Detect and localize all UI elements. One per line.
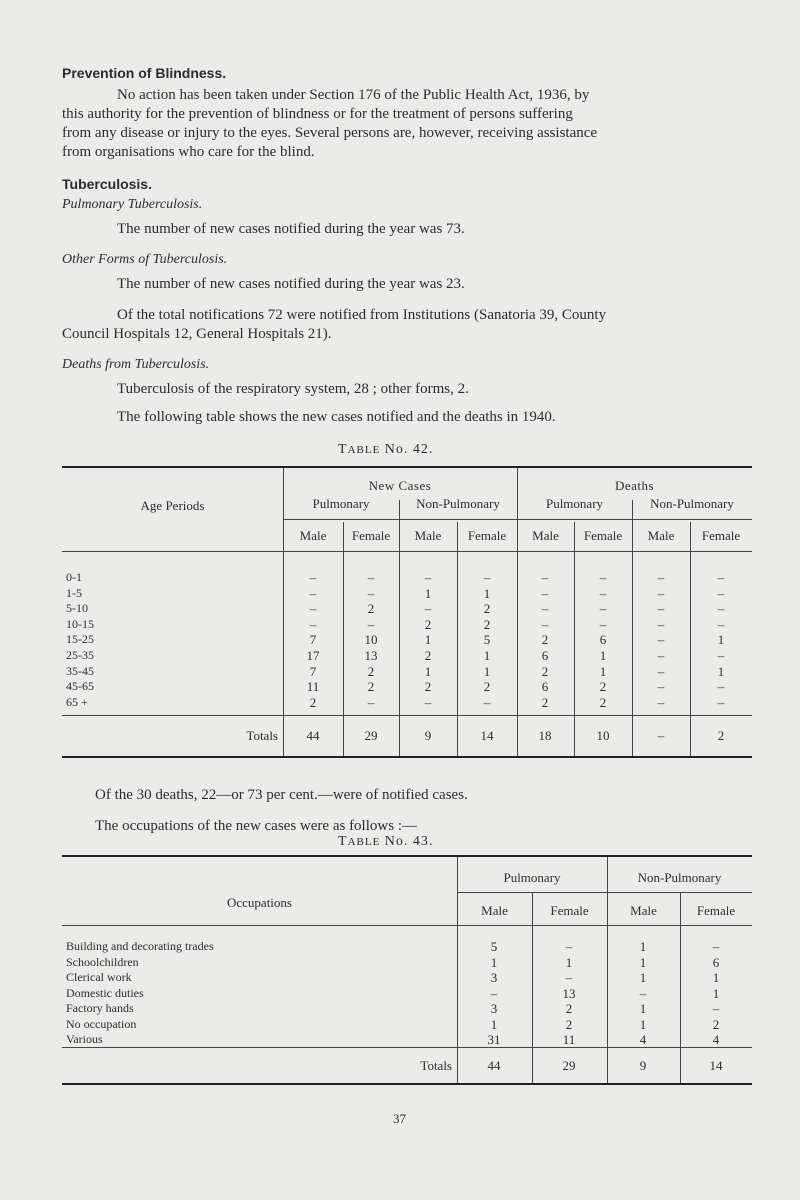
table-cell: 2	[483, 616, 491, 632]
table-cell: 1	[639, 970, 647, 985]
occupation-label: Domestic duties	[66, 985, 144, 1000]
occupation-label: Factory hands	[66, 1001, 134, 1015]
table-cell: –	[657, 601, 665, 617]
table-cell: 1	[424, 632, 432, 648]
table-cell: –	[565, 970, 573, 985]
table-cell: 1	[639, 1001, 647, 1016]
table-cell: –	[490, 985, 498, 1001]
table-cell: –	[367, 585, 375, 601]
deaths-pulmonary-header: Pulmonary	[545, 496, 604, 511]
table-cell: –	[717, 694, 725, 710]
table-cell: 2	[367, 601, 375, 617]
table-cell: 1	[483, 648, 491, 663]
table-cell: 1	[639, 939, 647, 954]
table-cell: –	[309, 616, 317, 632]
totals-label: Totals	[246, 728, 278, 743]
table-cell: 2	[424, 679, 432, 695]
table-cell: 2	[599, 679, 607, 695]
occupation-label: No occupation	[66, 1016, 137, 1031]
table-cell: 2	[367, 679, 375, 695]
total-cell: 10	[596, 728, 610, 743]
table-cell: –	[717, 601, 725, 617]
table-cell: –	[424, 570, 432, 585]
table-cell: 11	[306, 679, 320, 695]
total-cell: 29	[562, 1058, 576, 1073]
total-cell: 29	[364, 728, 378, 743]
table-cell: 7	[309, 632, 317, 648]
table-cell: –	[367, 694, 375, 710]
table-cell: 2	[541, 694, 549, 710]
table-cell: 3	[490, 1001, 498, 1016]
table-cell: 1	[490, 1016, 498, 1032]
table-cell: 31	[487, 1032, 501, 1047]
table-cell: 2	[367, 663, 375, 679]
new-cases-header: New Cases	[368, 478, 432, 493]
table-cell: 1	[565, 954, 573, 970]
subheading-other-forms: Other Forms of Tuberculosis.	[62, 252, 228, 267]
age-period-label: 65 +	[66, 694, 88, 709]
table-cell: 2	[424, 648, 432, 663]
table-cell: 1	[717, 663, 725, 679]
table-cell: –	[367, 616, 375, 632]
female-header: Female	[467, 528, 507, 543]
table-cell: 11	[562, 1032, 576, 1047]
table-cell: 13	[364, 648, 378, 663]
table-cell: 6	[599, 632, 607, 648]
table-cell: –	[309, 585, 317, 601]
table-cell: –	[565, 939, 573, 954]
table-cell: 1	[599, 648, 607, 663]
table-42	[62, 466, 752, 758]
total-cell: 14	[709, 1058, 723, 1073]
table-cell: –	[541, 585, 549, 601]
table-cell: 4	[712, 1032, 720, 1047]
table-cell: –	[599, 570, 607, 585]
table-cell: –	[717, 585, 725, 601]
deaths-non-pulmonary-header: Non-Pulmonary	[650, 496, 734, 511]
table-cell: –	[639, 985, 647, 1001]
table-cell: 2	[565, 1001, 573, 1016]
table-cell: 6	[712, 954, 720, 970]
table-cell: 4	[639, 1032, 647, 1047]
occupation-label: Clerical work	[66, 970, 132, 984]
totals-label: Totals	[420, 1058, 452, 1073]
total-cell: –	[657, 728, 665, 743]
table-cell: –	[657, 648, 665, 663]
table-cell: 1	[483, 585, 491, 601]
occupation-label: Building and decorating trades	[66, 939, 214, 953]
age-period-label: 15-25	[66, 632, 94, 647]
paragraph-line: from organisations who care for the blind.	[62, 144, 315, 160]
paragraph-line: No action has been taken under Section 176 of the Public Health Act, 1936, by	[117, 87, 590, 103]
deaths-note: Of the 30 deaths, 22—or 73 per cent.—were of notified cases.	[95, 787, 468, 803]
age-periods-header: Age Periods	[140, 498, 205, 513]
total-cell: 9	[639, 1058, 647, 1073]
notifications-line: Of the total notifications 72 were notified from Institutions (Sanatoria 39, County	[117, 307, 607, 323]
table-42-caption: TABLE No. 42.	[338, 442, 434, 457]
table-cell: –	[657, 679, 665, 695]
table-cell: –	[657, 616, 665, 632]
male-header: Male	[481, 903, 508, 918]
table-intro-text: The following table shows the new cases notified and the deaths in 1940.	[117, 409, 556, 425]
table-cell: –	[657, 585, 665, 601]
occupation-label: Various	[66, 1032, 103, 1046]
male-header: Male	[647, 528, 675, 543]
table-cell: 5	[490, 939, 498, 954]
age-period-label: 10-15	[66, 616, 94, 631]
table-43-caption: TABLE No. 43.	[338, 834, 434, 849]
new-pulmonary-header: Pulmonary	[312, 496, 370, 511]
other-forms-text: The number of new cases notified during the year was 23.	[117, 276, 465, 292]
table-cell: 2	[541, 632, 549, 648]
table-cell: –	[424, 694, 432, 710]
table-cell: 6	[541, 679, 549, 695]
male-header: Male	[414, 528, 442, 543]
new-non-pulmonary-header: Non-Pulmonary	[416, 496, 500, 511]
table-cell: –	[657, 632, 665, 648]
table-cell: 2	[712, 1016, 720, 1032]
table-cell: –	[541, 570, 549, 585]
table-cell: 7	[309, 663, 317, 679]
male-header: Male	[299, 528, 327, 543]
total-cell: 44	[487, 1058, 501, 1073]
heading-tuberculosis: Tuberculosis.	[62, 176, 152, 192]
table-cell: –	[717, 648, 725, 663]
table-cell: 2	[599, 694, 607, 710]
table-cell: –	[712, 939, 720, 954]
table-cell: 1	[599, 663, 607, 679]
deaths-text: Tuberculosis of the respiratory system, 28 ; other forms, 2.	[117, 381, 469, 397]
occupation-label: Schoolchildren	[66, 954, 139, 969]
female-header: Female	[351, 528, 391, 543]
table-cell: –	[717, 616, 725, 632]
table-cell: 1	[712, 985, 720, 1001]
table-cell: 6	[541, 648, 549, 663]
table-43	[62, 855, 752, 1085]
male-header: Male	[630, 903, 657, 918]
table-cell: –	[657, 663, 665, 679]
table-cell: –	[717, 570, 725, 585]
table-cell: 2	[541, 663, 549, 679]
table-cell: 3	[490, 970, 498, 985]
subheading-pulmonary: Pulmonary Tuberculosis.	[62, 197, 203, 212]
total-cell: 18	[538, 728, 552, 743]
female-header: Female	[696, 903, 736, 918]
subheading-deaths: Deaths from Tuberculosis.	[62, 357, 210, 372]
table-cell: –	[483, 694, 491, 710]
table-cell: 1	[490, 954, 498, 970]
notifications-line: Council Hospitals 12, General Hospitals 21).	[62, 326, 332, 342]
age-period-label: 5-10	[66, 601, 88, 616]
table-cell: 10	[364, 632, 378, 648]
non-pulmonary-header: Non-Pulmonary	[637, 870, 722, 885]
age-period-label: 1-5	[66, 585, 82, 600]
table-cell: 1	[424, 663, 432, 679]
table-cell: –	[657, 570, 665, 585]
table-cell: 5	[483, 632, 491, 648]
paragraph-line: this authority for the prevention of blindness or for the treatment of persons suffering	[62, 106, 573, 122]
table-cell: 1	[639, 954, 647, 970]
table-cell: –	[483, 570, 491, 585]
table-cell: –	[599, 585, 607, 601]
table-cell: 2	[424, 616, 432, 632]
page-number: 37	[393, 1111, 406, 1126]
paragraph-line: from any disease or injury to the eyes. Several persons are, however, receiving assistance	[62, 125, 598, 141]
table-cell: –	[309, 601, 317, 617]
age-period-label: 25-35	[66, 648, 94, 662]
table-cell: 2	[565, 1016, 573, 1032]
table-cell: 2	[483, 679, 491, 695]
table-cell: –	[541, 601, 549, 617]
female-header: Female	[701, 528, 741, 543]
table-cell: 2	[483, 601, 491, 617]
table-cell: –	[541, 616, 549, 632]
table-cell: 17	[306, 648, 320, 663]
table-cell: –	[712, 1001, 720, 1016]
total-cell: 9	[424, 728, 432, 743]
table-cell: –	[657, 694, 665, 710]
age-period-label: 35-45	[66, 663, 94, 678]
table-cell: –	[309, 570, 317, 585]
table-cell: 13	[562, 985, 576, 1001]
total-cell: 44	[306, 728, 320, 743]
age-period-label: 45-65	[66, 679, 94, 694]
table-cell: 1	[424, 585, 432, 601]
total-cell: 14	[480, 728, 494, 743]
total-cell: 2	[717, 728, 725, 743]
pulmonary-header: Pulmonary	[503, 870, 561, 885]
deaths-header: Deaths	[614, 478, 655, 493]
table-cell: –	[717, 679, 725, 695]
table-cell: –	[599, 616, 607, 632]
age-period-label: 0-1	[66, 570, 82, 584]
occupations-intro: The occupations of the new cases were as follows :—	[95, 818, 417, 834]
table-cell: 1	[483, 663, 491, 679]
table-cell: 1	[712, 970, 720, 985]
female-header: Female	[550, 903, 589, 918]
table-cell: –	[367, 570, 375, 585]
table-cell: 1	[639, 1016, 647, 1032]
table-cell: –	[424, 601, 432, 617]
table-cell: –	[599, 601, 607, 617]
table-cell: 2	[309, 694, 317, 710]
pulmonary-text: The number of new cases notified during the year was 73.	[117, 221, 465, 237]
heading-prevention-of-blindness: Prevention of Blindness.	[62, 65, 227, 81]
occupations-header: Occupations	[227, 895, 292, 910]
table-cell: 1	[717, 632, 725, 648]
female-header: Female	[583, 528, 623, 543]
male-header: Male	[532, 528, 559, 543]
